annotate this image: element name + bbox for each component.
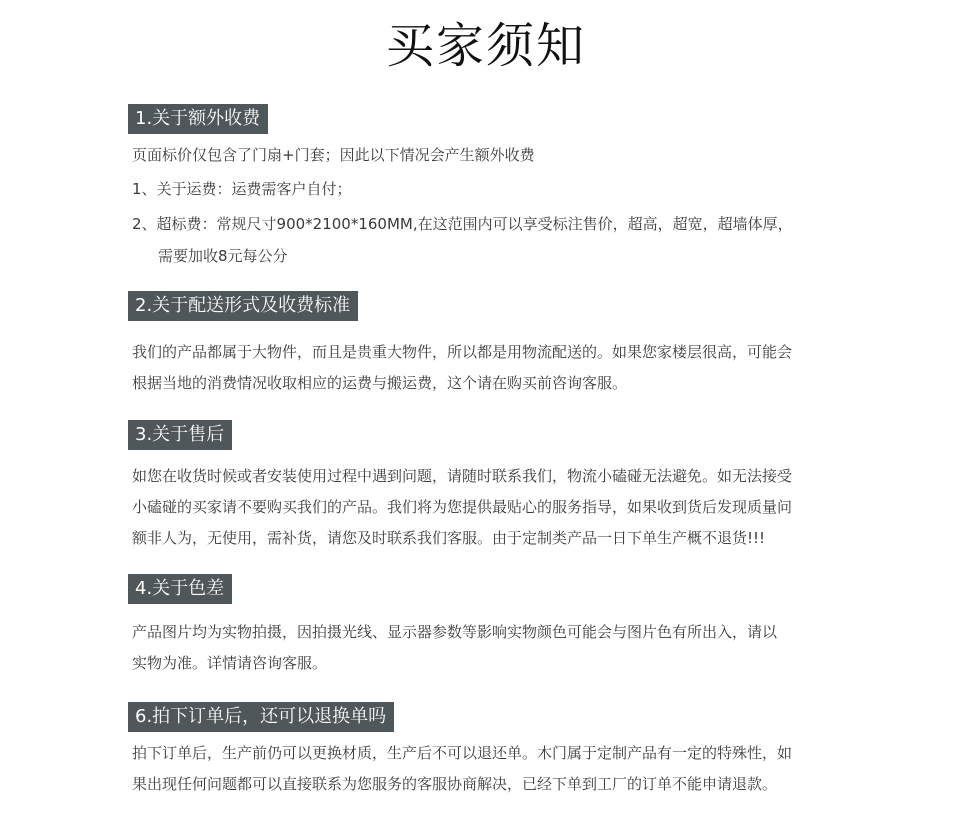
section-heading-return-exchange: 6.拍下订单后，还可以退换单吗 [128, 702, 394, 732]
text-line: 额非人为，无使用，需补货，请您及时联系我们客服。由于定制类产品一日下单生产概不退货!!! [132, 529, 766, 547]
text-line: 页面标价仅包含了门扇+门套；因此以下情况会产生额外收费 [132, 146, 535, 164]
section-heading-extra-fees: 1.关于额外收费 [128, 104, 268, 134]
text-line: 我们的产品都属于大物件，而且是贵重大物件，所以都是用物流配送的。如果您家楼层很高，可能会 [132, 343, 793, 361]
text-line: 如您在收货时候或者安装使用过程中遇到问题，请随时联系我们，物流小磕碰无法避免。如无法接受 [132, 467, 793, 485]
text-line: 实物为准。详情请咨询客服。 [132, 654, 328, 672]
page-title: 买家须知 [385, 18, 586, 74]
text-line: 拍下订单后，生产前仍可以更换材质，生产后不可以退还单。木门属于定制产品有一定的特殊性，如 [132, 744, 793, 762]
text-line: 需要加收8元每公分 [158, 247, 288, 265]
section-heading-after-sales: 3.关于售后 [128, 420, 232, 450]
section-heading-delivery: 2.关于配送形式及收费标准 [128, 291, 358, 321]
text-line: 根据当地的消费情况收取相应的运费与搬运费，这个请在购买前咨询客服。 [132, 374, 628, 392]
section-heading-color-difference: 4.关于色差 [128, 574, 232, 604]
section-body-delivery [132, 337, 882, 399]
text-line: 果出现任何问题都可以直接联系为您服务的客服协商解决，已经下单到工厂的订单不能申请退款。 [132, 775, 778, 793]
text-line: 2、超标费：常规尺寸900*2100*160MM,在这范围内可以享受标注售价，超高，超宽，超墙体厚， [132, 215, 793, 233]
section-body-color-difference [132, 617, 882, 679]
text-line: 产品图片均为实物拍摄，因拍摄光线、显示器参数等影响实物颜色可能会与图片色有所出入，请以 [132, 623, 778, 641]
section-body-extra-fees [132, 140, 882, 272]
text-line: 1、关于运费：运费需客户自付； [132, 180, 352, 198]
section-body-return-exchange [132, 738, 882, 800]
text-line: 小磕碰的买家请不要购买我们的产品。我们将为您提供最贴心的服务指导，如果收到货后发现质量问 [132, 498, 793, 516]
section-body-after-sales [132, 461, 882, 554]
